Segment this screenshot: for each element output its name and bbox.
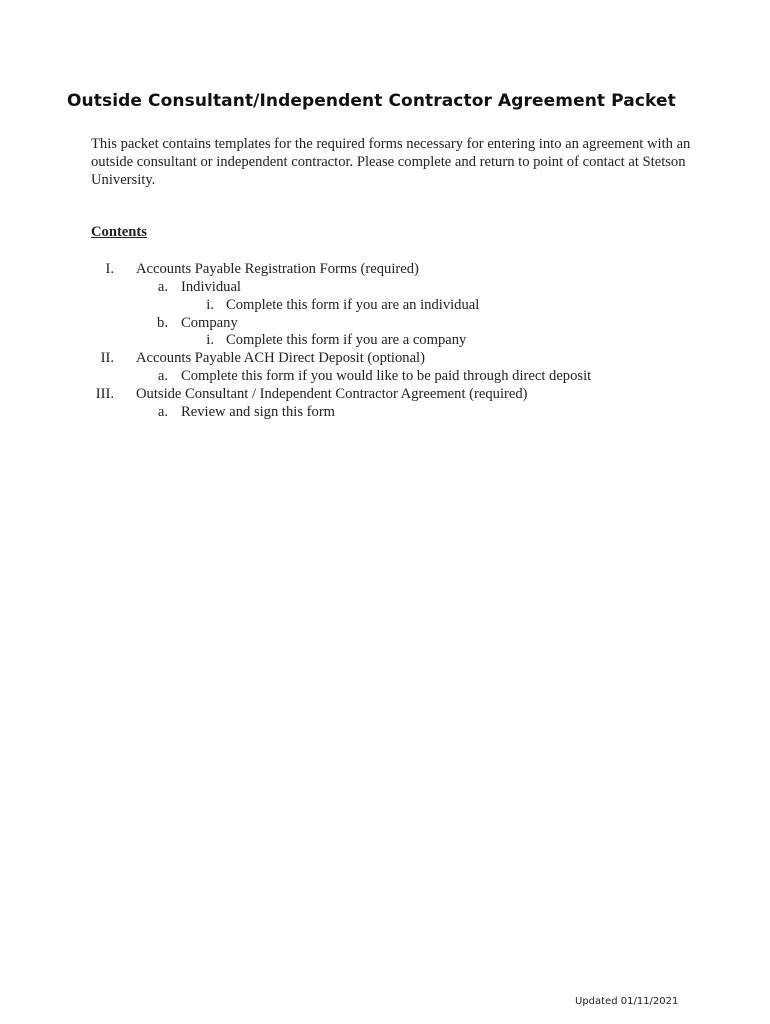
toc-marker: I. [105, 261, 114, 277]
toc-text: Accounts Payable Registration Forms (required) [136, 261, 419, 277]
toc-text: Review and sign this form [181, 404, 336, 420]
toc-text: Accounts Payable ACH Direct Deposit (optional) [136, 350, 425, 366]
toc-text: Outside Consultant / Independent Contractor Agreement (required) [136, 386, 528, 402]
document-title: Outside Consultant/Independent Contractor Agreement Packet [67, 91, 676, 111]
toc-text: Company [181, 315, 238, 331]
toc-marker: a. [157, 279, 168, 295]
toc-text: Individual [181, 279, 241, 295]
toc-text: Complete this form if you would like to be paid through direct deposit [181, 368, 592, 384]
intro-paragraph: This packet contains templates for the required forms necessary for entering into an agreement with an outside consultant or independent contractor. Please complete and return to point of contact at Stetson University. [91, 136, 691, 188]
toc-marker: II. [100, 350, 114, 366]
toc-marker: i. [206, 332, 214, 348]
toc-marker: i. [206, 297, 214, 313]
updated-date-footer: Updated 01/11/2021 [575, 996, 679, 1007]
toc-marker: a. [157, 368, 168, 384]
toc-text: Complete this form if you are a company [226, 332, 467, 348]
toc-marker: b. [157, 315, 168, 331]
toc-text: Complete this form if you are an individual [226, 297, 480, 313]
contents-heading: Contents [91, 224, 147, 240]
toc-marker: a. [157, 404, 168, 420]
toc-marker: III. [95, 386, 114, 402]
